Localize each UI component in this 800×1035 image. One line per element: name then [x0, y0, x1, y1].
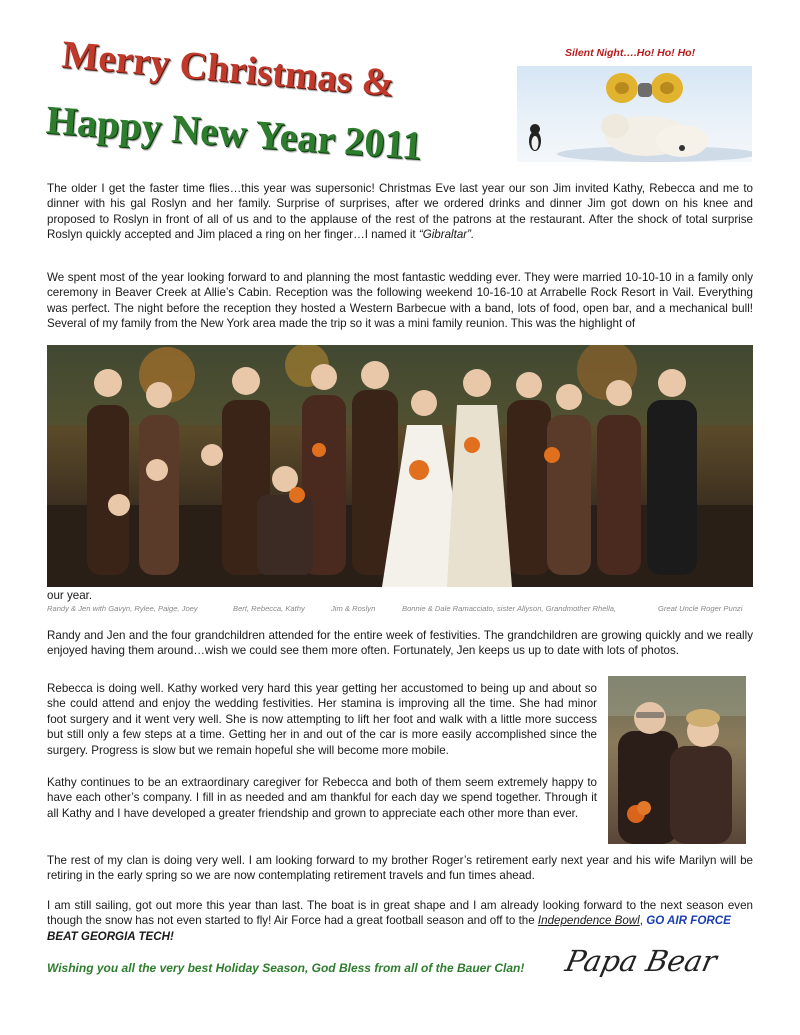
closing-wish: Wishing you all the very best Holiday Season, God Bless from all of the Bauer Clan! — [47, 961, 525, 975]
ring-name: “Gibraltar”. — [418, 228, 475, 242]
paragraph-1-text: The older I get the faster time flies…this year was supersonic! Christmas Eve last year our son Jim invited Kathy, Rebecca and me to dinner with his gal Roslyn and her family. Surprise of surprises, after we ordered drinks and dinner Jim got down on his knee and proposed to Roslyn in front of all of us and to the applause of the rest of the patrons at the restaurant. After the shock of total surprise Roslyn quickly accepted and Jim placed a ring on her finger…I named it — [47, 182, 753, 242]
title-line-2: Happy New Year 2011 — [44, 96, 424, 169]
go-air-force-text: GO AIR FORCE — [646, 914, 731, 928]
paragraph-6: The rest of my clan is doing very well. I am looking forward to my brother Roger’s retirement early next year and his wife Marilyn will be retiring in the early spring so we are now contemplating retirement travels and fun times ahead. — [47, 854, 753, 883]
wedding-group-illustration — [47, 345, 753, 587]
caption-bonnie-dale: Bonnie & Dale Ramacciato, sister Allyson, Grandmother Rhella, — [402, 604, 617, 613]
paragraph-7-comma: , — [639, 914, 647, 928]
paragraph-7-text: I am still sailing, got out more this year than last. The boat is in great shape and I am already looking forward to the next season even though the snow has not even started to fly! Air Force had a great football season and off to the — [47, 899, 753, 928]
title-line-1: Merry Christmas & — [60, 32, 397, 105]
paragraph-7 — [47, 898, 753, 944]
paragraph-5: Kathy continues to be an extraordinary caregiver for Rebecca and both of them seem extremely happy to have each other’s company. I fill in as needed and am thankful for each day we spend together. Through it all Kathy and I have developed a greater friendship and grown to appreciate each other more than ever. — [47, 776, 597, 820]
signature: Papa Bear — [562, 944, 720, 978]
polar-bear-illustration — [517, 66, 752, 162]
caption-randy-jen: Randy & Jen with Gavyn, Rylee, Paige, Joey — [47, 604, 198, 613]
independence-bowl-link[interactable]: Independence Bowl — [537, 914, 640, 928]
paragraph-2: We spent most of the year looking forward to and planning the most fantastic wedding ever. They were married 10-10-10 in a family only ceremony in Beaver Creek at Allie’s Cabin. Reception was the following weekend 10-16-10 at Arrabelle Rock Resort in Vail. Everything was perfect. The night before the reception they hosted a Western Barbecue with a band, lots of food, open bar, and a mechanical bull! Several of my family from the New York area made the trip so it was a mini family reunion. This was the highlight of — [47, 271, 753, 331]
beat-georgia-tech-text: BEAT GEORGIA TECH! — [47, 929, 174, 943]
couple-illustration — [608, 676, 746, 844]
paragraph-3: Randy and Jen and the four grandchildren attended for the entire week of festivities. The grandchildren are growing quickly and we really enjoyed having them around…wish we could see them more often. Fortunately, Jen keeps us up to date with lots of photos. — [47, 629, 753, 658]
caption-uncle-roger: Great Uncle Roger Punzi — [658, 604, 743, 613]
caption-bert-rebecca-kathy: Bert, Rebecca, Kathy — [233, 604, 305, 613]
paragraph-2-continuation: our year. — [47, 589, 93, 602]
caption-jim-roslyn: Jim & Roslyn — [331, 604, 376, 613]
couple-photo — [608, 676, 746, 844]
polar-bear-photo — [517, 66, 752, 162]
paragraph-1 — [47, 181, 753, 243]
wedding-group-photo — [47, 345, 753, 587]
paragraph-4: Rebecca is doing well. Kathy worked very hard this year getting her accustomed to being up and about so she could attend and enjoy the wedding festivities. Her stamina is improving all the time. She had minor foot surgery and it went very well. She is now attempting to lift her foot and walk with a little more success but still only a few steps at a time. Getting her in and out of the car is more easily accomplished since the surgery. Progress is slow but we remain hopeful she will become more mobile. — [47, 682, 597, 757]
top-photo-caption: Silent Night….Ho! Ho! Ho! — [565, 47, 696, 59]
